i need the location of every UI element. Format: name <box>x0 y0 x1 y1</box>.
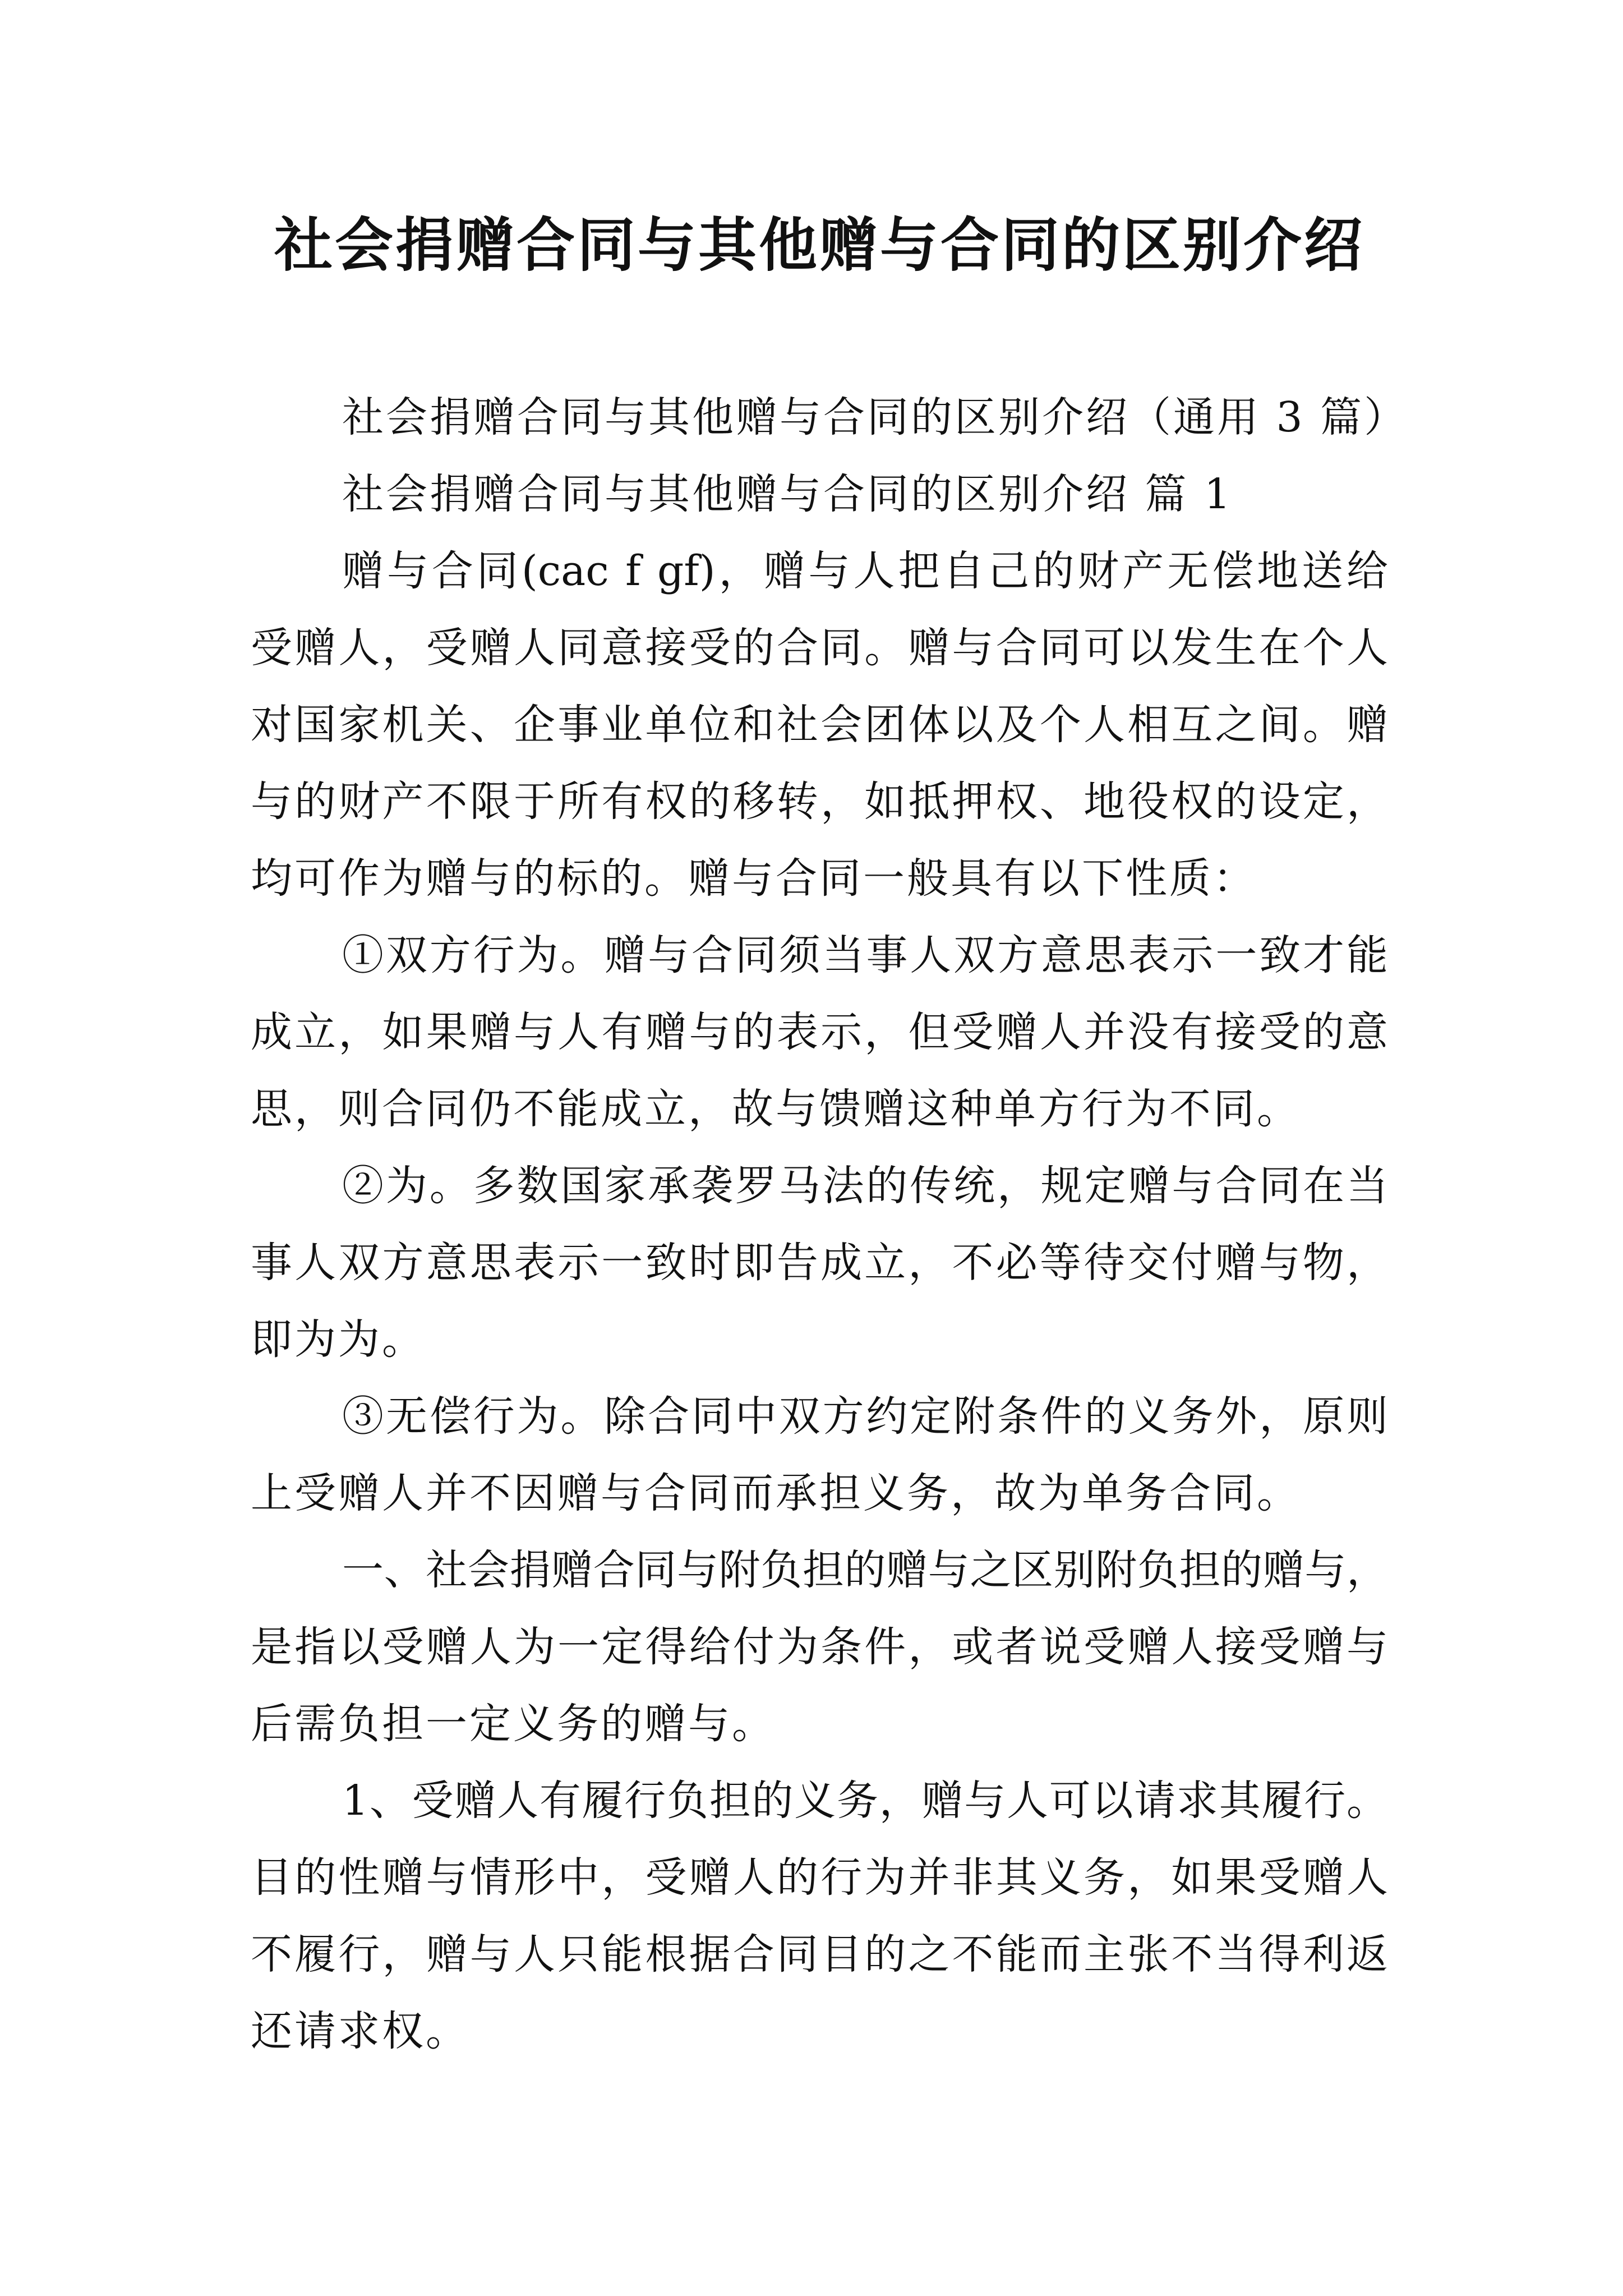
paragraph-line: ①双方行为。赠与合同须当事人双方意思表示一致才能 <box>342 931 1388 979</box>
paragraph-line: 均可作为赠与的标的。赠与合同一般具有以下性质： <box>251 854 1257 903</box>
paragraph <box>251 1532 1388 1763</box>
paragraph-line: 对国家机关、企事业单位和社会团体以及个人相互之间。赠 <box>251 701 1388 749</box>
page-title: 社会捐赠合同与其他赠与合同的区别介绍 <box>274 210 1364 279</box>
paragraph-line: 成立，如果赠与人有赠与的表示，但受赠人并没有接受的意 <box>251 1008 1388 1056</box>
paragraph-line: 事人双方意思表示一致时即告成立，不必等待交付赠与物， <box>251 1239 1388 1287</box>
paragraph-line: 社会捐赠合同与其他赠与合同的区别介绍 篇 1 <box>342 470 1233 518</box>
paragraph <box>251 1763 1388 2070</box>
paragraph-line: 受赠人，受赠人同意接受的合同。赠与合同可以发生在个人 <box>251 624 1388 672</box>
paragraph-line: ②为。多数国家承袭罗马法的传统，规定赠与合同在当 <box>342 1162 1388 1210</box>
paragraph-line: 1、受赠人有履行负担的义务，赠与人可以请求其履行。 <box>342 1777 1388 1825</box>
paragraph <box>251 533 1388 917</box>
paragraph-line: 目的性赠与情形中，受赠人的行为并非其义务，如果受赠人 <box>251 1853 1388 1902</box>
paragraph-line: 一、社会捐赠合同与附负担的赠与之区别附负担的赠与， <box>342 1546 1388 1594</box>
paragraph-line: 社会捐赠合同与其他赠与合同的区别介绍（通用 3 篇） <box>342 393 1408 441</box>
paragraph-line: 赠与合同(cac f gf)，赠与人把自己的财产无偿地送给 <box>342 547 1388 595</box>
paragraph-line: 后需负担一定义务的赠与。 <box>251 1700 776 1748</box>
paragraph <box>251 1148 1388 1378</box>
paragraph-line: 还请求权。 <box>251 2007 469 2055</box>
paragraph <box>251 917 1388 1148</box>
paragraph-line: 不履行，赠与人只能根据合同目的之不能而主张不当得利返 <box>251 1930 1388 1978</box>
paragraph <box>251 1378 1388 1532</box>
paragraph-section-heading <box>251 456 1388 533</box>
paragraph-line: 上受赠人并不因赠与合同而承担义务，故为单务合同。 <box>251 1469 1301 1517</box>
document-body <box>251 379 1408 2070</box>
paragraph-line: 是指以受赠人为一定得给付为条件，或者说受赠人接受赠与 <box>251 1623 1388 1671</box>
paragraph-line: 思，则合同仍不能成立，故与馈赠这种单方行为不同。 <box>251 1085 1301 1133</box>
paragraph-line: 即为为。 <box>251 1315 426 1364</box>
paragraph-line: ③无偿行为。除合同中双方约定附条件的义务外，原则 <box>342 1392 1388 1441</box>
paragraph-line: 与的财产不限于所有权的移转，如抵押权、地役权的设定， <box>251 777 1388 826</box>
paragraph-subtitle <box>251 379 1408 456</box>
